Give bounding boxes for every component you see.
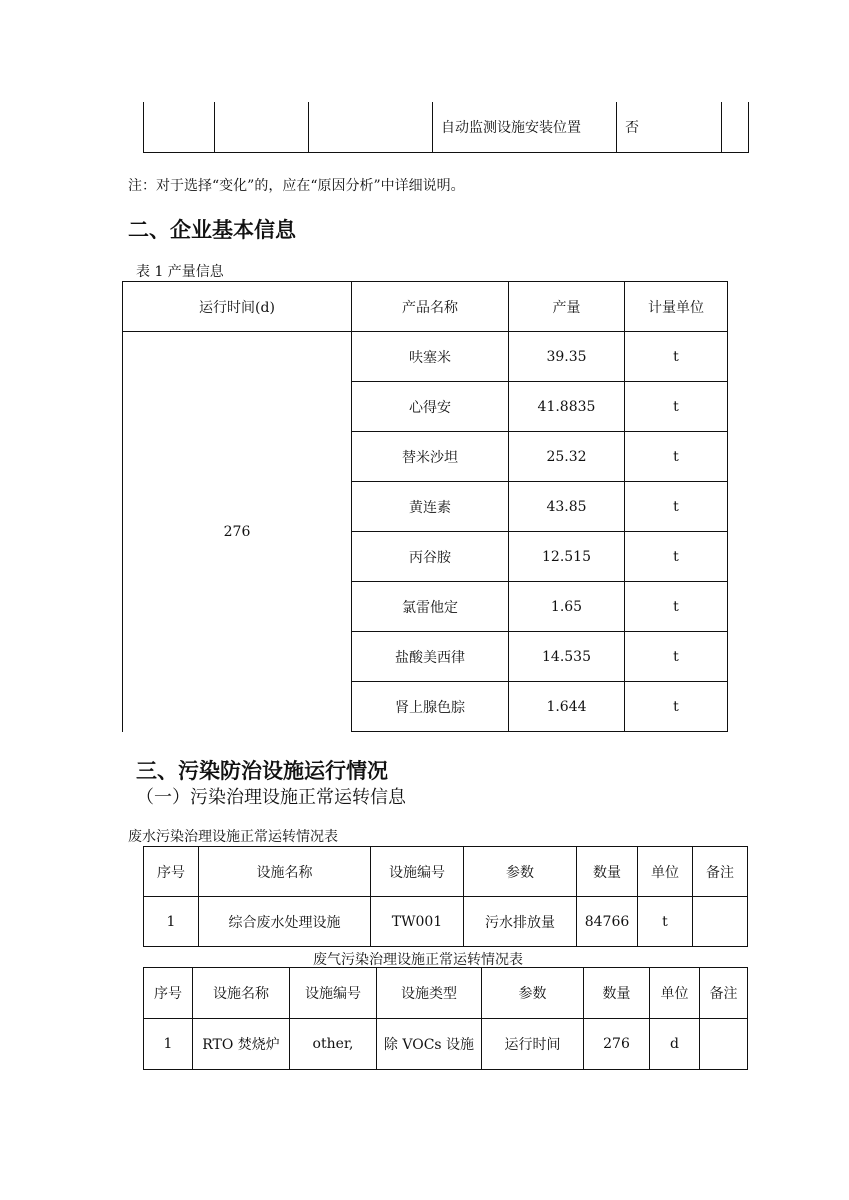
product-unit: t xyxy=(625,382,728,432)
subsection-heading-normal-operation: （一）污染治理设施正常运转信息 xyxy=(136,787,406,808)
row-quantity: 84766 xyxy=(577,897,638,947)
product-unit: t xyxy=(625,682,728,732)
row-facility-type: 除 VOCs 设施 xyxy=(377,1019,482,1070)
product-name: 肾上腺色腙 xyxy=(352,682,509,732)
header-seq: 序号 xyxy=(144,968,193,1019)
empty-cell xyxy=(309,102,433,153)
header-seq: 序号 xyxy=(144,847,199,897)
production-table xyxy=(122,281,728,732)
wastewater-table xyxy=(143,846,748,947)
row-remark xyxy=(693,897,748,947)
row-seq: 1 xyxy=(144,897,199,947)
header-facility-name: 设施名称 xyxy=(193,968,290,1019)
table-header-row xyxy=(144,847,748,897)
product-unit: t xyxy=(625,582,728,632)
product-name: 盐酸美西律 xyxy=(352,632,509,682)
product-output: 43.85 xyxy=(509,482,625,532)
product-unit: t xyxy=(625,632,728,682)
row-parameter: 污水排放量 xyxy=(464,897,577,947)
row-facility-name: 综合废水处理设施 xyxy=(199,897,371,947)
header-unit: 单位 xyxy=(650,968,700,1019)
product-output: 1.644 xyxy=(509,682,625,732)
table-header-row xyxy=(144,968,748,1019)
product-output: 14.535 xyxy=(509,632,625,682)
product-unit: t xyxy=(625,432,728,482)
product-name: 心得安 xyxy=(352,382,509,432)
row-facility-code: other, xyxy=(290,1019,377,1070)
table-row xyxy=(144,897,748,947)
product-name: 黄连素 xyxy=(352,482,509,532)
header-unit: 单位 xyxy=(638,847,693,897)
row-parameter: 运行时间 xyxy=(482,1019,584,1070)
product-name: 氯雷他定 xyxy=(352,582,509,632)
header-unit: 计量单位 xyxy=(625,282,728,332)
product-output: 41.8835 xyxy=(509,382,625,432)
product-output: 12.515 xyxy=(509,532,625,582)
previous-table-fragment xyxy=(143,102,749,153)
product-name: 丙谷胺 xyxy=(352,532,509,582)
row-facility-code: TW001 xyxy=(371,897,464,947)
header-facility-name: 设施名称 xyxy=(199,847,371,897)
monitor-location-value: 否 xyxy=(617,102,722,153)
header-remark: 备注 xyxy=(700,968,748,1019)
product-unit: t xyxy=(625,532,728,582)
product-output: 25.32 xyxy=(509,432,625,482)
product-unit: t xyxy=(625,332,728,382)
empty-cell xyxy=(215,102,309,153)
header-runtime: 运行时间(d) xyxy=(123,282,352,332)
table-row xyxy=(144,1019,748,1070)
header-facility-type: 设施类型 xyxy=(377,968,482,1019)
table-header-row xyxy=(123,282,728,332)
row-unit: d xyxy=(650,1019,700,1070)
header-product-name: 产品名称 xyxy=(352,282,509,332)
wastewater-table-caption: 废水污染治理设施正常运转情况表 xyxy=(128,829,338,845)
product-name: 呋塞米 xyxy=(352,332,509,382)
table-row xyxy=(144,102,749,153)
table-note: 注：对于选择“变化”的，应在“原因分析”中详细说明。 xyxy=(128,178,465,194)
header-quantity: 数量 xyxy=(577,847,638,897)
wastegas-table xyxy=(143,967,748,1070)
row-facility-name: RTO 焚烧炉 xyxy=(193,1019,290,1070)
header-parameter: 参数 xyxy=(464,847,577,897)
table1-caption: 表 1 产量信息 xyxy=(136,264,224,280)
row-seq: 1 xyxy=(144,1019,193,1070)
product-output: 1.65 xyxy=(509,582,625,632)
wastegas-table-caption: 废气污染治理设施正常运转情况表 xyxy=(313,952,523,968)
empty-cell xyxy=(144,102,215,153)
section-heading-basic-info: 二、企业基本信息 xyxy=(128,218,296,242)
header-output: 产量 xyxy=(509,282,625,332)
header-quantity: 数量 xyxy=(584,968,650,1019)
row-remark xyxy=(700,1019,748,1070)
header-remark: 备注 xyxy=(693,847,748,897)
product-output: 39.35 xyxy=(509,332,625,382)
table-row xyxy=(123,332,728,382)
product-unit: t xyxy=(625,482,728,532)
empty-cell xyxy=(722,102,749,153)
row-quantity: 276 xyxy=(584,1019,650,1070)
row-unit: t xyxy=(638,897,693,947)
runtime-value: 276 xyxy=(123,332,352,732)
header-parameter: 参数 xyxy=(482,968,584,1019)
header-facility-code: 设施编号 xyxy=(371,847,464,897)
header-facility-code: 设施编号 xyxy=(290,968,377,1019)
monitor-location-label: 自动监测设施安装位置 xyxy=(433,102,617,153)
product-name: 替米沙坦 xyxy=(352,432,509,482)
section-heading-pollution-control: 三、污染防治设施运行情况 xyxy=(136,759,388,783)
